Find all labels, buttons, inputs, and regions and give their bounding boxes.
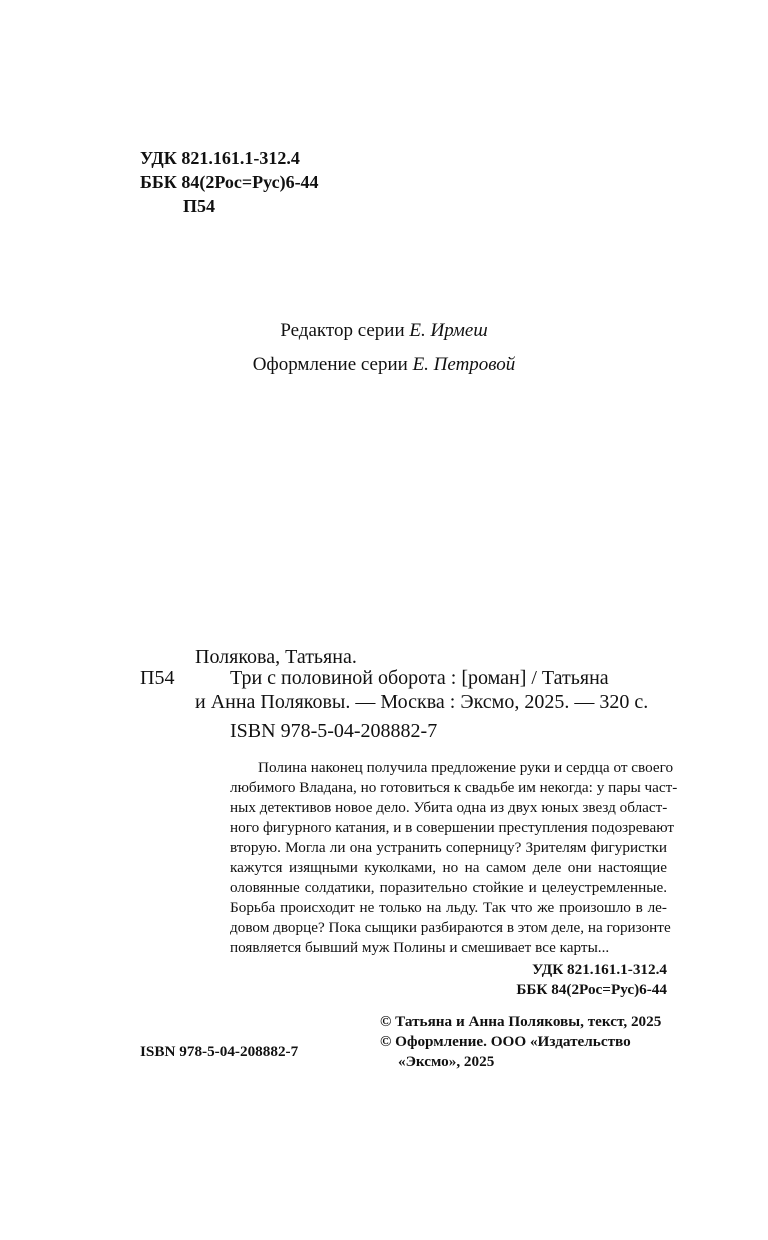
series-design-credit: [0, 354, 768, 376]
annotation-udk: УДК 821.161.1-312.4: [532, 961, 667, 978]
series-editor-credit: [0, 320, 768, 342]
annotation-line: кажутся изящными куколками, но на самом деле они настоящие: [230, 859, 667, 876]
author-mark: П54: [183, 196, 216, 216]
annotation-line: вторую. Могла ли она устранить соперницу? Зрителям фигуристки: [230, 839, 667, 856]
annotation-line: ного фигурного катания, и в совершении преступления подозревают: [230, 819, 674, 836]
footer-isbn: ISBN 978-5-04-208882-7: [140, 1043, 299, 1060]
copyright-text: © Татьяна и Анна Поляковы, текст, 2025: [380, 1013, 662, 1030]
series-design-name: Е. Петровой: [412, 354, 516, 375]
annotation-line: довом дворце? Пока сыщики разбираются в этом деле, на горизонте: [230, 919, 671, 936]
book-author: Полякова, Татьяна.: [195, 646, 357, 668]
copyright-design: © Оформление. ООО «Издательство: [380, 1033, 631, 1050]
annotation-line: Борьба происходит не только на льду. Так что же произошло в ле-: [230, 899, 667, 916]
annotation-line: любимого Владана, но готовиться к свадьбе им некогда: у пары част-: [230, 779, 678, 796]
annotation-line: Полина наконец получила предложение руки и сердца от своего: [258, 759, 674, 776]
bibliographic-line-2: и Анна Поляковы. — Москва : Эксмо, 2025. — 320 с.: [195, 691, 649, 713]
annotation-bbk: ББК 84(2Рос=Рус)6-44: [516, 981, 667, 998]
annotation-line: появляется бывший муж Полины и смешивает все карты...: [230, 939, 610, 956]
series-editor-label: Редактор серии: [280, 320, 405, 341]
bbk-code: ББК 84(2Рос=Рус)6-44: [140, 172, 319, 192]
series-editor-name: Е. Ирмеш: [409, 320, 488, 341]
annotation: [230, 758, 678, 958]
copyright-publisher: «Эксмо», 2025: [398, 1053, 495, 1070]
series-design-label: Оформление серии: [252, 354, 408, 375]
annotation-line: оловянные солдатики, поразительно стойкие и целеустремленные.: [230, 879, 667, 896]
annotation-line: ных детективов новое дело. Убита одна из двух юных звезд област-: [230, 799, 668, 816]
bibliographic-line-1: Три с половиной оборота : [роман] / Татьяна: [230, 667, 609, 689]
udk-code: УДК 821.161.1-312.4: [140, 148, 300, 168]
bibliographic-isbn: ISBN 978-5-04-208882-7: [230, 720, 438, 742]
bibliographic-author-mark: П54: [140, 667, 175, 689]
